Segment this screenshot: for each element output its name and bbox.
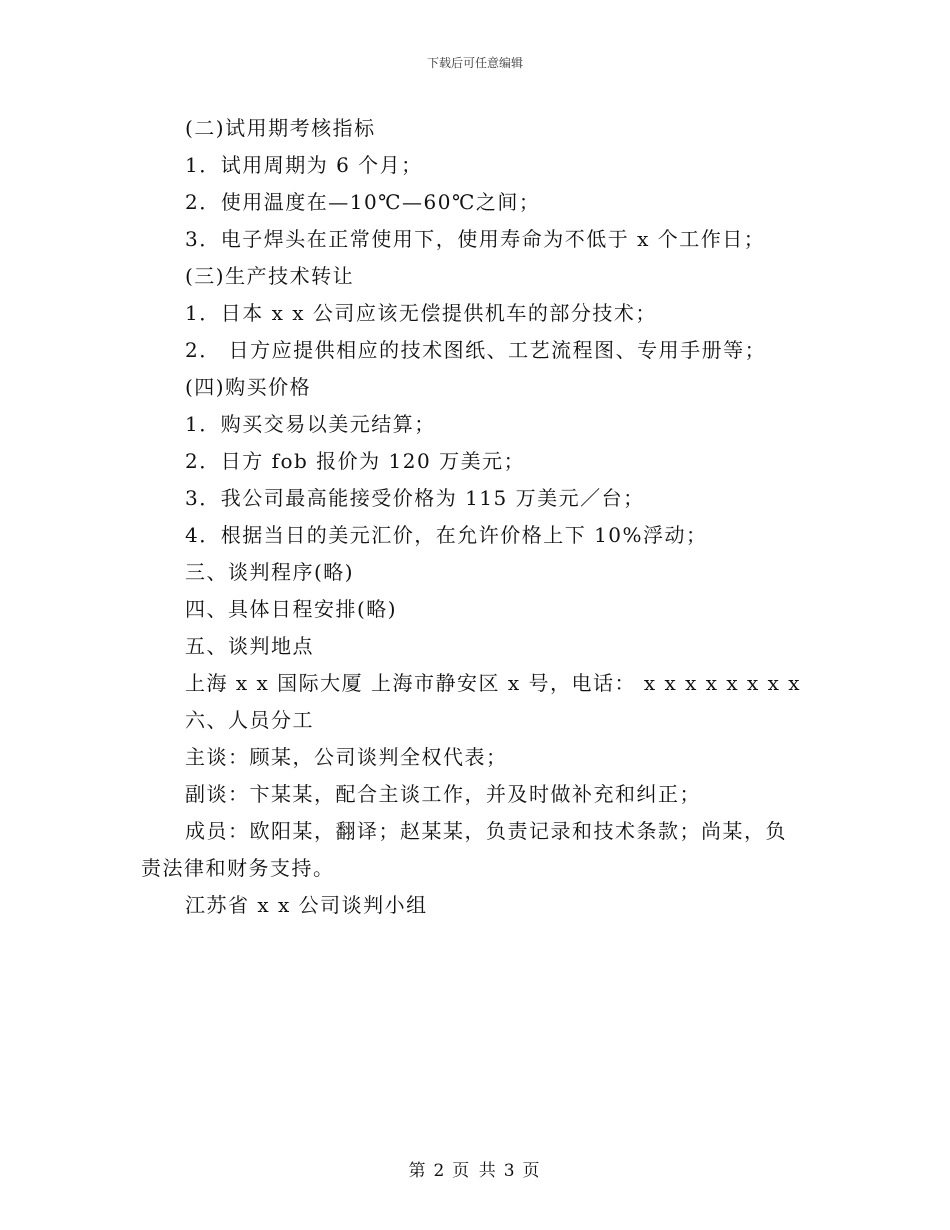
list-item: 3．电子焊头在正常使用下，使用寿命为不低于 x 个工作日； (185, 227, 766, 251)
heading-tech-transfer: (三)生产技术转让 (185, 264, 355, 288)
signature: 江苏省 x x 公司谈判小组 (185, 893, 428, 917)
heading-trial-indicators: (二)试用期考核指标 (185, 116, 376, 140)
list-item: 1．购买交易以美元结算； (185, 412, 436, 436)
page-footer (0, 1156, 950, 1181)
footer-suffix: 页 (522, 1161, 542, 1181)
footer-prefix: 第 (408, 1161, 428, 1181)
list-item: 2．日方 fob 报价为 120 万美元； (185, 449, 526, 473)
staff-deputy: 副谈：卞某某，配合主谈工作，并及时做补充和纠正； (185, 782, 701, 806)
list-item: 3．我公司最高能接受价格为 115 万美元／台； (185, 486, 645, 510)
list-item: 2．使用温度在—10℃—60℃之间； (185, 190, 541, 214)
staff-members-paragraph: 成员：欧阳某，翻译；赵某某，负责记录和技术条款；尚某，负责法律和财务支持。 (141, 819, 787, 880)
list-item: 1．试用周期为 6 个月； (185, 153, 423, 177)
document-body (141, 110, 821, 924)
heading-staff: 六、人员分工 (185, 708, 314, 732)
footer-total-pages: 3 (503, 1161, 517, 1181)
list-item: 1．日本 x x 公司应该无偿提供机车的部分技术； (185, 301, 657, 325)
footer-middle: 页 共 (452, 1161, 498, 1181)
list-item: 2． 日方应提供相应的技术图纸、工艺流程图、专用手册等； (185, 338, 767, 362)
heading-schedule: 四、具体日程安排(略) (185, 597, 398, 621)
location-text: 上海 x x 国际大厦 上海市静安区 x 号，电话： x x x x x x x x (185, 671, 802, 695)
heading-negotiation-procedure: 三、谈判程序(略) (185, 560, 355, 584)
heading-location: 五、谈判地点 (185, 634, 314, 658)
staff-lead: 主谈：顾某，公司谈判全权代表； (185, 745, 508, 769)
list-item: 4．根据当日的美元汇价，在允许价格上下 10%浮动； (185, 523, 708, 547)
footer-page-number: 2 (433, 1161, 447, 1181)
page-header: 下载后可任意编辑 (426, 56, 523, 70)
heading-purchase-price: (四)购买价格 (185, 375, 312, 399)
